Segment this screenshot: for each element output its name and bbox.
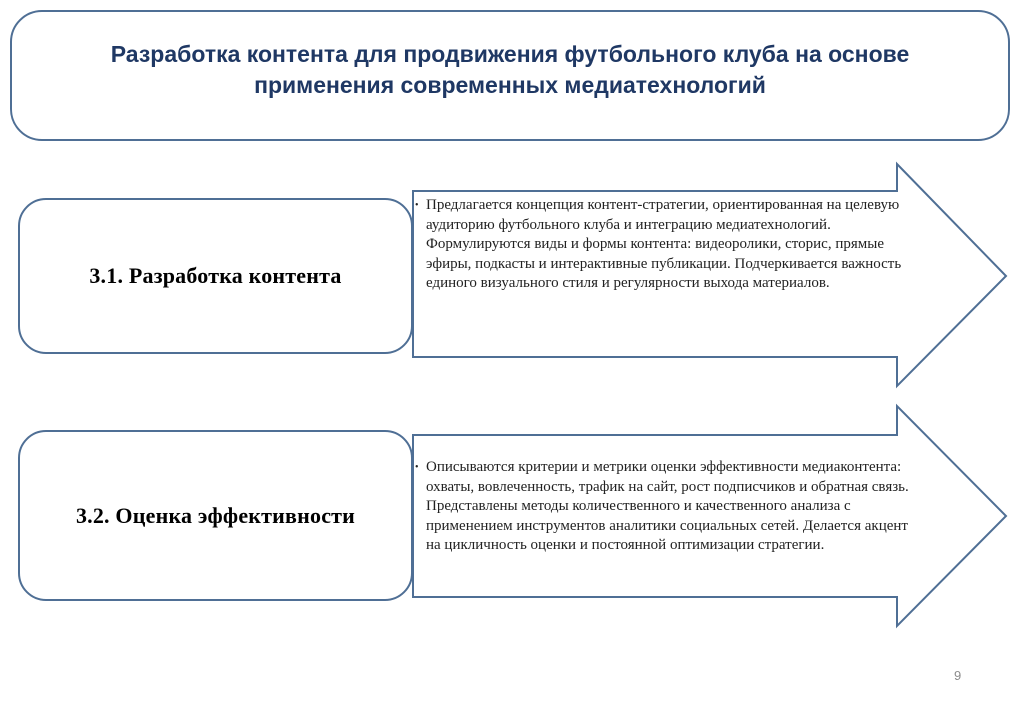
section-box-content-development bbox=[18, 198, 413, 354]
section-description-effectiveness bbox=[415, 458, 915, 556]
section-heading-effectiveness: 3.2. Оценка эффективности bbox=[75, 502, 356, 528]
slide-title: Разработка контента для продвижения футбольного клуба на основе применения современных медиатехнологий bbox=[110, 40, 910, 98]
page-number: 9 bbox=[954, 668, 962, 683]
bullet-icon: • bbox=[415, 200, 419, 211]
description-text: Предлагается концепция контент-стратегии, ориентированная на целевую аудиторию футбольного клуба и интеграцию медиатехнологий. Формулируются виды и формы контента: видеоролики, сторис, прямые эфиры, подкасты и интерактивные публикации. Подчеркивается важность единого визуального стиля и регулярности выхода материалов. bbox=[426, 197, 902, 291]
section-box-effectiveness bbox=[18, 430, 413, 601]
section-heading-content-development: 3.1. Разработка контента bbox=[89, 263, 342, 288]
description-text: Описываются критерии и метрики оценки эффективности медиаконтента: охваты, вовлеченность, трафик на сайт, рост подписчиков и обратная связь. Представлены методы количественного и качественного анализа с применением инструментов аналитики социальных сетей. Делается акцент на цикличность оценки и постоянной оптимизации стратегии. bbox=[426, 459, 909, 553]
bullet-icon: • bbox=[415, 462, 419, 473]
section-description-content-development bbox=[415, 196, 915, 294]
